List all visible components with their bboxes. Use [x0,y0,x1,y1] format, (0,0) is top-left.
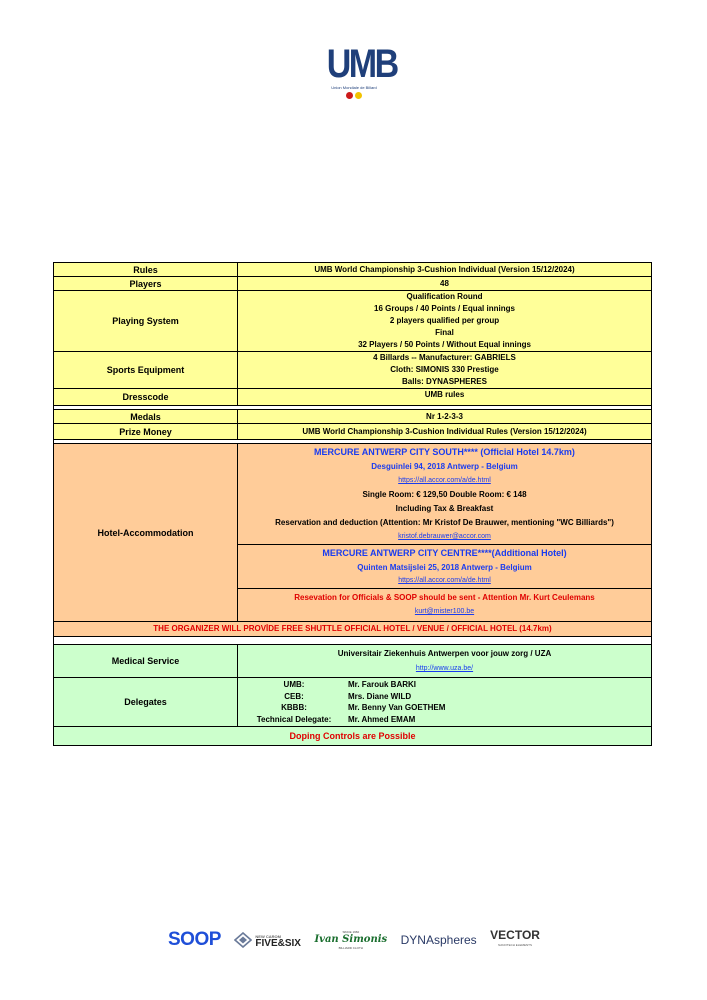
medals-label: Medals [54,410,238,424]
delegate-name: Mr. Benny Van GOETHEM [348,703,446,712]
sponsor-logos [168,926,540,954]
medical-name: Universitair Ziekenhuis Antwerpen voor jouw zorg / UZA [337,649,552,658]
sports-equipment-row [54,352,652,389]
delegates-row [54,678,652,727]
delegate-org: UMB: [283,680,305,689]
logo-subtitle: Union Mondiale de Billard [331,85,377,90]
prize-money-value: UMB World Championship 3-Cushion Individual Rules (Version 15/12/2024) [238,424,652,440]
prize-money-row [54,424,652,440]
playing-system-label: Playing System [54,291,238,352]
logo-dots [322,92,386,99]
rules-value: UMB World Championship 3-Cushion Individual (Version 15/12/2024) [238,263,652,277]
championship-info-table [53,262,652,746]
fivesix-name: FIVE&SIX [255,938,301,949]
separator-row [54,637,652,645]
players-row [54,277,652,291]
playing-system-line: 2 players qualified per group [389,316,500,325]
official-hotel-address: Desguinlei 94, 2018 Antwerp - Belgium [371,462,518,471]
playing-system-line: 16 Groups / 40 Points / Equal innings [374,304,515,313]
simonis-top: SINCE 1960 [342,930,360,934]
medals-row [54,410,652,424]
additional-hotel-address: Quinten Matsijslei 25, 2018 Antwerp - Belgium [357,563,532,572]
delegates-list [238,678,652,727]
umb-logo [322,42,397,104]
medals-value: Nr 1-2-3-3 [238,410,652,424]
prize-money-label: Prize Money [54,424,238,440]
hotel-details [238,444,652,622]
equipment-line: Cloth: SIMONIS 330 Prestige [390,365,499,374]
medical-row [54,645,652,678]
sports-equipment-value [238,352,652,389]
medical-link[interactable]: http://www.uza.be/ [415,665,474,672]
playing-system-line: Final [435,328,454,337]
delegate-org: KBBB: [281,703,307,712]
additional-hotel-link[interactable]: https://all.accor.com/a/de.html [398,577,491,584]
shuttle-note: THE ORGANIZER WILL PROVİDE FREE SHUTTLE OFFICIAL HOTEL / VENUE / OFFICIAL HOTEL (14.7km) [54,622,652,637]
hotel-row [54,444,652,622]
officials-note: Resevation for Officials & SOOP should be sent - Attention Mr. Kurt Ceulemans [294,593,595,602]
fivesix-icon [234,932,252,948]
doping-note: Doping Controls are Possible [54,727,652,746]
logo-yellow-dot [355,92,362,99]
simonis-name: Ivan Simonis [314,934,388,945]
vector-sub: NANOTECH ELEMENTS [498,943,532,947]
official-hotel-email[interactable]: kristof.debrauwer@accor.com [398,533,491,540]
equipment-line: 4 Billards -- Manufacturer: GABRIELS [373,353,516,362]
soop-logo: SOOP [168,929,221,950]
fivesix-top: NEW CAROM [255,934,281,939]
dresscode-row [54,389,652,406]
official-hotel-rooms: Single Room: € 129,50 Double Room: € 148 [362,490,527,499]
delegate-row [240,714,649,726]
simonis-bottom: BILLIARD CLOTH [338,946,363,950]
dresscode-label: Dresscode [54,389,238,406]
official-hotel-reservation: Reservation and deduction (Attention: Mr Kristof De Brauwer, mentioning "WC Billiards") [275,518,614,527]
dresscode-value: UMB rules [238,389,652,406]
fivesix-logo [234,932,301,948]
official-hotel-included: Including Tax & Breakfast [395,504,494,513]
doping-row [54,727,652,746]
additional-hotel-block [238,544,651,588]
medical-label: Medical Service [54,645,238,678]
delegate-row [240,679,649,691]
players-label: Players [54,277,238,291]
logo-red-dot [346,92,353,99]
delegate-name: Mr. Farouk BARKI [348,680,417,689]
medical-value [238,645,652,678]
official-hotel-block [238,444,651,544]
official-hotel-link[interactable]: https://all.accor.com/a/de.html [398,477,491,484]
delegate-name: Mrs. Diane WILD [348,691,412,701]
officials-reservation-block [238,588,651,621]
delegate-org: Technical Delegate: [256,714,332,724]
vector-logo [490,930,540,950]
playing-system-line: 32 Players / 50 Points / Without Equal innings [358,340,531,349]
shuttle-row [54,622,652,637]
additional-hotel-name: MERCURE ANTWERP CITY CENTRE****(Additional Hotel) [322,548,567,558]
dynaspheres-logo: DYNAspheres [400,933,477,947]
playing-system-line: Qualification Round [406,292,483,301]
equipment-line: Balls: DYNASPHERES [402,377,487,386]
delegate-row [240,702,649,714]
officials-email[interactable]: kurt@mister100.be [414,608,475,615]
hotel-label: Hotel-Accommodation [54,444,238,622]
delegate-org: CEB: [284,691,304,701]
logo-letters: UMB [326,42,397,86]
rules-row [54,263,652,277]
sports-equipment-label: Sports Equipment [54,352,238,389]
delegate-row [240,691,649,703]
delegates-label: Delegates [54,678,238,727]
playing-system-value [238,291,652,352]
vector-name: VECTOR [490,928,540,942]
official-hotel-name: MERCURE ANTWERP CITY SOUTH**** (Official Hotel 14.7km) [314,447,575,457]
players-value: 48 [238,277,652,291]
rules-label: Rules [54,263,238,277]
delegate-name: Mr. Ahmed EMAM [348,714,416,724]
playing-system-row [54,291,652,352]
simonis-logo [314,928,387,952]
